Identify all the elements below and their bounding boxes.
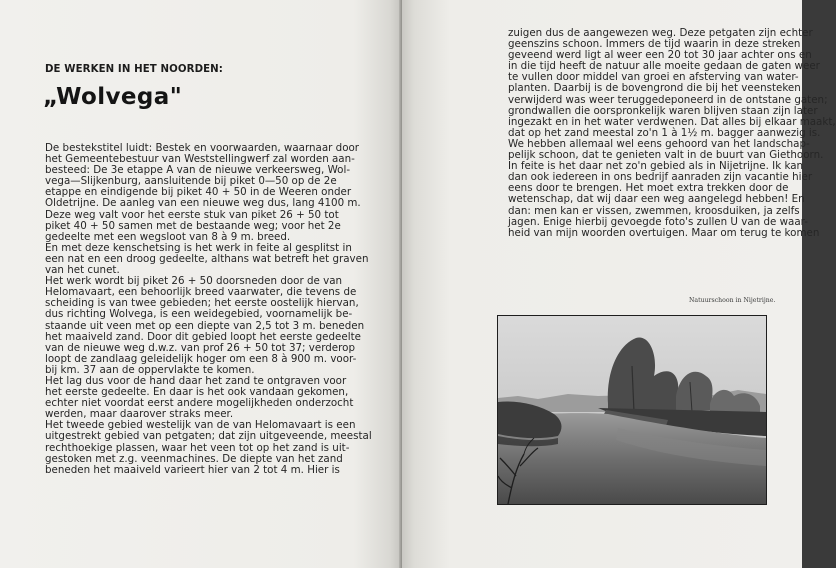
text-line: Het lag dus voor de hand daar het zand te ontgraven voor [45,374,347,387]
text-line: etappe en eindigende bij piket 40 + 50 in de Weeren onder [45,186,352,199]
text-line: heid van mijn woorden overtuigen. Maar om terug te komen [508,226,820,239]
text-line: vega—Slijkenburg, aansluitende bij piket 0—50 op de 2e [45,175,337,188]
text-line: in die tijd heeft de natuur alle moeite gedaan de gaten weer [508,60,820,73]
section-heading: DE WERKEN IN HET NOORDEN: [45,64,223,75]
text-line: te vullen door middel van groei en afsterving van water- [508,71,799,84]
text-line: van het cunet. [45,264,120,277]
photo-caption: Natuurschoon in Nijetrijne. [689,297,776,304]
text-line: verwijderd was weer teruggedeponeerd in de ontstane gaten; [508,93,828,106]
text-line: ingezakt en in het water verdwenen. Dat alles bij elkaar maakt, [508,115,836,128]
text-line: grondwallen die oorspronkelijk waren blijven staan zijn later [508,104,818,117]
text-line: dus richting Wolvega, is een weidegebied, voornamelijk be- [45,308,353,321]
landscape-photo [497,315,767,505]
text-line: wetenschap, dat wij daar een weg aangelegd hebben! En [508,193,805,206]
text-line: het maaiveld zand. Door dit gebied loopt het eerste gedeelte [45,330,361,343]
text-line: Het tweede gebied westelijk van de van Helomavaart is een [45,419,356,432]
text-line: planten. Daarbij is de bovengrond die bij het veensteken [508,82,801,95]
article-title: „Wolvega" [43,84,183,110]
text-line: dan ook iedereen in ons bedrijf aanraden zijn vacantie hier [508,171,813,184]
text-line: echter niet voordat eerst andere mogelijkheden onderzocht [45,397,354,410]
text-line: dat op het zand meestal zo'n 1 à 1½ m. bagger aanwezig is. [508,126,821,139]
text-line: het Gemeentebestuur van Weststellingwerf zal worden aan- [45,153,355,166]
text-line: het eerste gedeelte. En daar is het ook vandaan gekomen, [45,386,349,399]
text-line: staande uit veen met op een diepte van 2,5 tot 3 m. beneden [45,319,365,332]
text-line: loopt de zandlaag geleidelijk hoger om een 8 à 900 m. voor- [45,352,357,365]
text-line: besteed: De 3e etappe A van de nieuwe verkeersweg, Wol- [45,164,351,177]
text-line: piket 40 + 50 samen met de bestaande weg; voor het 2e [45,219,341,232]
text-line: rechthoekige plassen, waar het veen tot op het zand is uit- [45,441,350,454]
text-line: gedeelte met een wegsloot van 8 à 9 m. breed. [45,230,291,243]
text-line: geveend werd ligt al weer een 20 tot 30 jaar achter ons en [508,49,812,62]
left-page-text [45,142,372,476]
text-line: van de nieuwe weg d.w.z. van prof 26 + 50 tot 37; verderop [45,341,355,354]
text-line: gestoken met z.g. veenmachines. De diepte van het zand [45,452,343,465]
text-line: bij km. 37 aan de oppervlakte te komen. [45,363,255,376]
text-line: dan: men kan er vissen, zwemmen, kroosduiken, ja zelfs [508,204,800,217]
text-line: geenszins schoon. Immers de tijd waarin in deze streken [508,38,801,51]
text-line: En met deze kenschetsing is het werk in feite al gesplitst in [45,241,352,254]
text-line: pelijk schoon, dat te genieten valt in de buurt van Giethoorn. [508,149,824,162]
text-line: zuigen dus de aangewezen weg. Deze petgaten zijn echter [508,27,813,39]
text-line: uitgestrekt gebied van petgaten; dat zijn uitgeveende, meestal [45,430,372,443]
text-line: Het werk wordt bij piket 26 + 50 doorsneden door de van [45,275,343,288]
text-line: een nat en een droog gedeelte, althans wat betreft het graven [45,252,369,265]
left-page [0,0,402,568]
text-line: Deze weg valt voor het eerste stuk van piket 26 + 50 tot [45,208,339,221]
text-line: Helomavaart, een behoorlijk breed vaarwater, die tevens de [45,286,357,299]
text-line: Oldetrijne. De aanleg van een nieuwe weg dus, lang 4100 m. [45,197,361,210]
text-line: eens door te brengen. Het moet extra trekken door de [508,182,789,195]
text-line: jagen. Enige hierbij gevoegde foto's zullen U van de waar- [508,215,808,228]
text-line: beneden het maaiveld varieert hier van 2 tot 4 m. Hier is [45,463,340,476]
right-page-text [508,27,836,239]
text-line: In feite is het daar net zo'n gebied als in Nijetrijne. Ik kan [508,160,804,173]
text-line: We hebben allemaal wel eens gehoord van het landschap- [508,137,810,150]
text-line: De bestekstitel luidt: Bestek en voorwaarden, waarnaar door [45,142,360,154]
text-line: scheiding is van twee gebieden; het eerste oostelijk hiervan, [45,297,359,310]
text-line: werden, maar daarover straks meer. [45,408,234,421]
